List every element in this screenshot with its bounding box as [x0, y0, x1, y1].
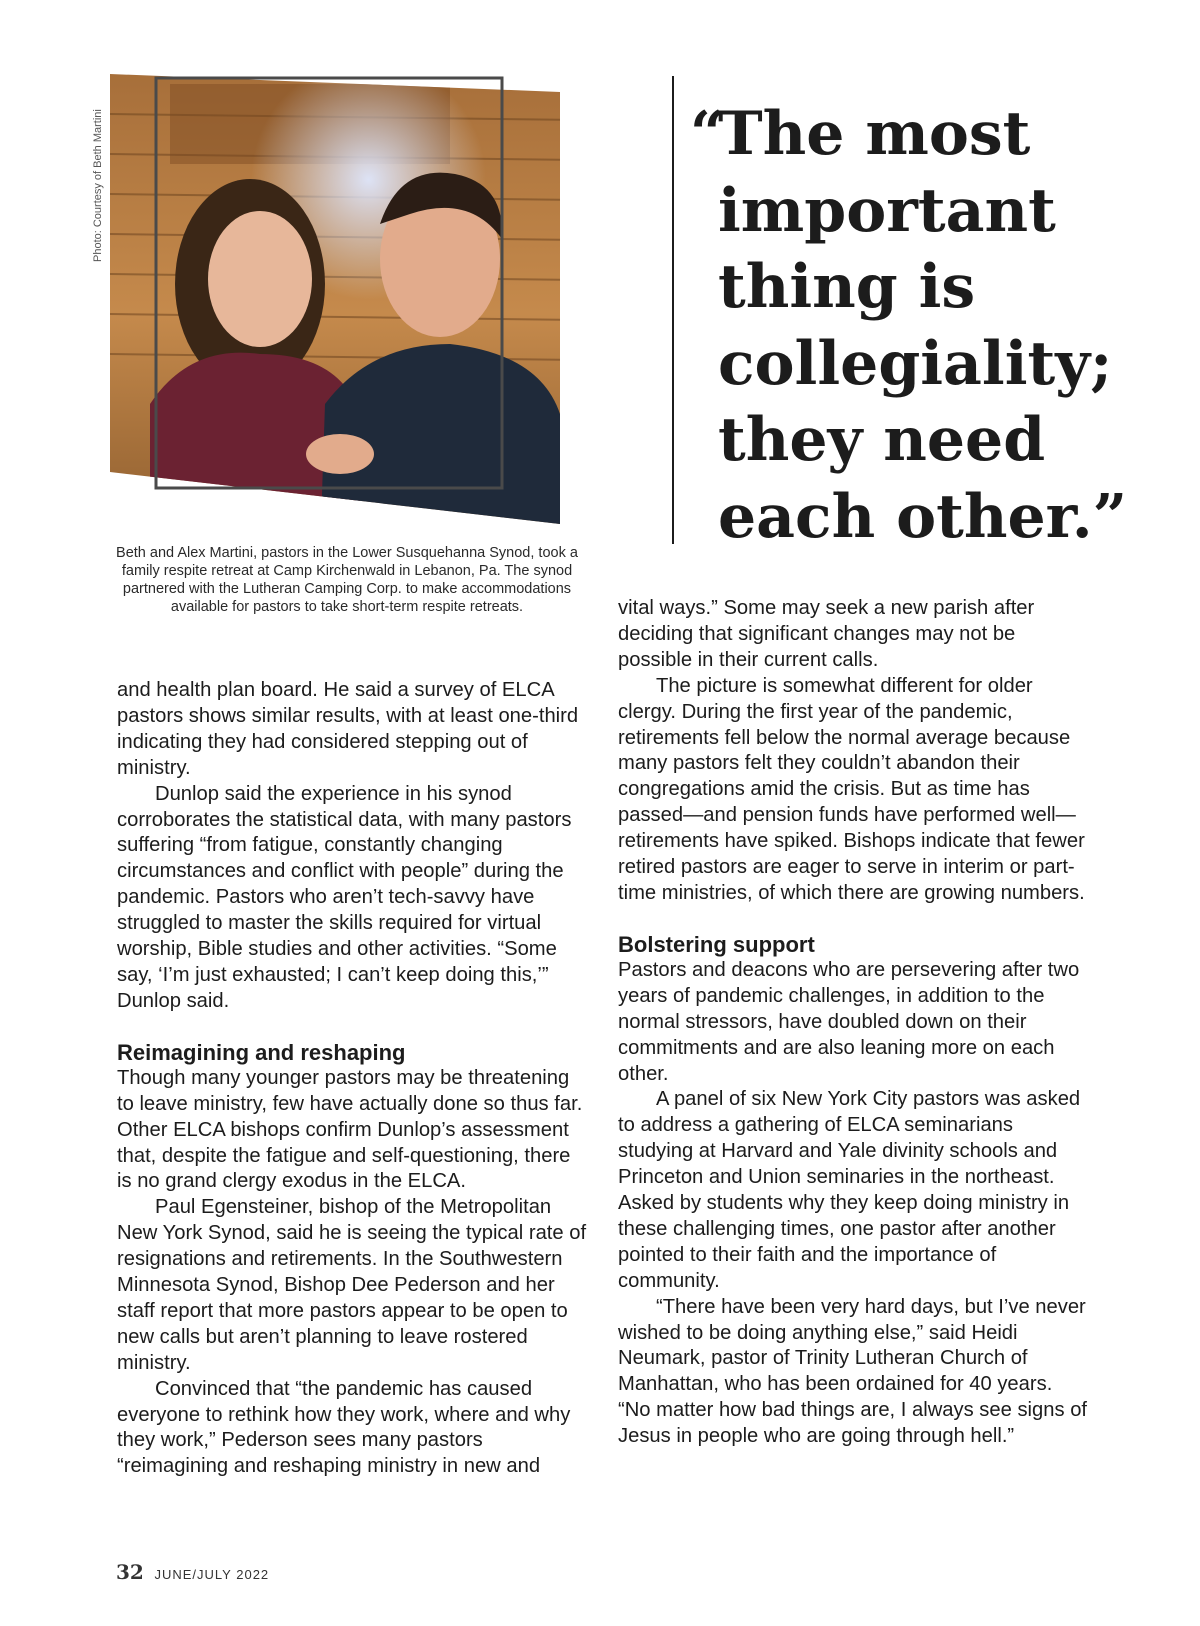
pull-quote-text: The most important thing is collegiality; they need each other.” [718, 99, 1128, 552]
right-column [618, 596, 1088, 1450]
photo-credit [92, 82, 112, 262]
paragraph: Pastors and deacons who are persevering after two years of pandemic challenges, in addition to the normal stressors, have doubled down on their commitments and are also leaning more on each other. [618, 958, 1080, 1085]
paragraph: Paul Egensteiner, bishop of the Metropolitan New York Synod, said he is seeing the typical rate of resignations and retirements. In the Southwestern Minnesota Synod, Bishop Dee Pederson and her staff report that more pastors appear to be open to new calls but aren’t planning to leave rostered ministry. [117, 1196, 587, 1374]
pull-quote-open-mark: “ [690, 99, 725, 169]
page-footer [116, 1560, 269, 1584]
left-column [117, 678, 587, 1480]
page-number: 32 [116, 1560, 144, 1584]
paragraph: Dunlop said the experience in his synod corroborates the statistical data, with many pastors suffering “from fatigue, constantly changing circumstances and conflict with people” during the pandemic. Pastors who aren’t tech-savvy have struggled to master the skills required for virtual worship, Bible studies and other activities. “Some say, ‘I’m just exhausted; I can’t keep doing this,’” Dunlop said. [117, 782, 572, 1012]
pull-quote [690, 96, 1150, 555]
paragraph: and health plan board. He said a survey of ELCA pastors shows similar results, with at least one-third indicating they had considered stepping out of ministry. [117, 679, 579, 779]
section-heading: Bolstering support [618, 931, 815, 957]
paragraph: “There have been very hard days, but I’ve never wished to be doing anything else,” said Heidi Neumark, pastor of Trinity Lutheran Church of Manhattan, who has been ordained for 40 years. “No matter how bad things are, I always see signs of Jesus in people who are going through hell.” [618, 1295, 1088, 1448]
pull-quote-rule [672, 76, 674, 544]
photo-credit-text: Photo: Courtesy of Beth Martini [92, 109, 104, 262]
paragraph: A panel of six New York City pastors was asked to address a gathering of ELCA seminarians studying at Harvard and Yale divinity schools and Princeton and Union seminaries in the northeast. Asked by students why they keep doing ministry in these challenging times, one pastor after another pointed to their faith and the importance of community. [618, 1088, 1081, 1292]
paragraph: vital ways.” Some may seek a new parish after deciding that significant changes may not be possible in their current calls. [618, 597, 1035, 671]
issue-date: JUNE/JULY 2022 [154, 1567, 270, 1582]
paragraph: Convinced that “the pandemic has caused everyone to rethink how they work, where and why they work,” Pederson sees many pastors “reimagining and reshaping ministry in new and [117, 1377, 571, 1478]
photo-caption: Beth and Alex Martini, pastors in the Lower Susquehanna Synod, took a family respite retreat at Camp Kirchenwald in Lebanon, Pa. The synod partnered with the Lutheran Camping Corp. to make accommodations available for pastors to take short-term respite retreats. [116, 545, 578, 615]
section-heading: Reimagining and reshaping [117, 1039, 406, 1065]
article-photo [110, 74, 580, 554]
paragraph: The picture is somewhat different for older clergy. During the first year of the pandemic, retirements fell below the normal average because many pastors felt they couldn’t abandon their congregations amid the crisis. But as time has passed—and pension funds have performed well—retirements have spiked. Bishops indicate that fewer retired pastors are eager to serve in interim or part-time ministries, of which there are growing numbers. [618, 674, 1085, 904]
paragraph: Though many younger pastors may be threatening to leave ministry, few have actually done so thus far. Other ELCA bishops confirm Dunlop’s assessment that, despite the fatigue and self-questioning, there is no grand clergy exodus in the ELCA. [117, 1066, 583, 1193]
